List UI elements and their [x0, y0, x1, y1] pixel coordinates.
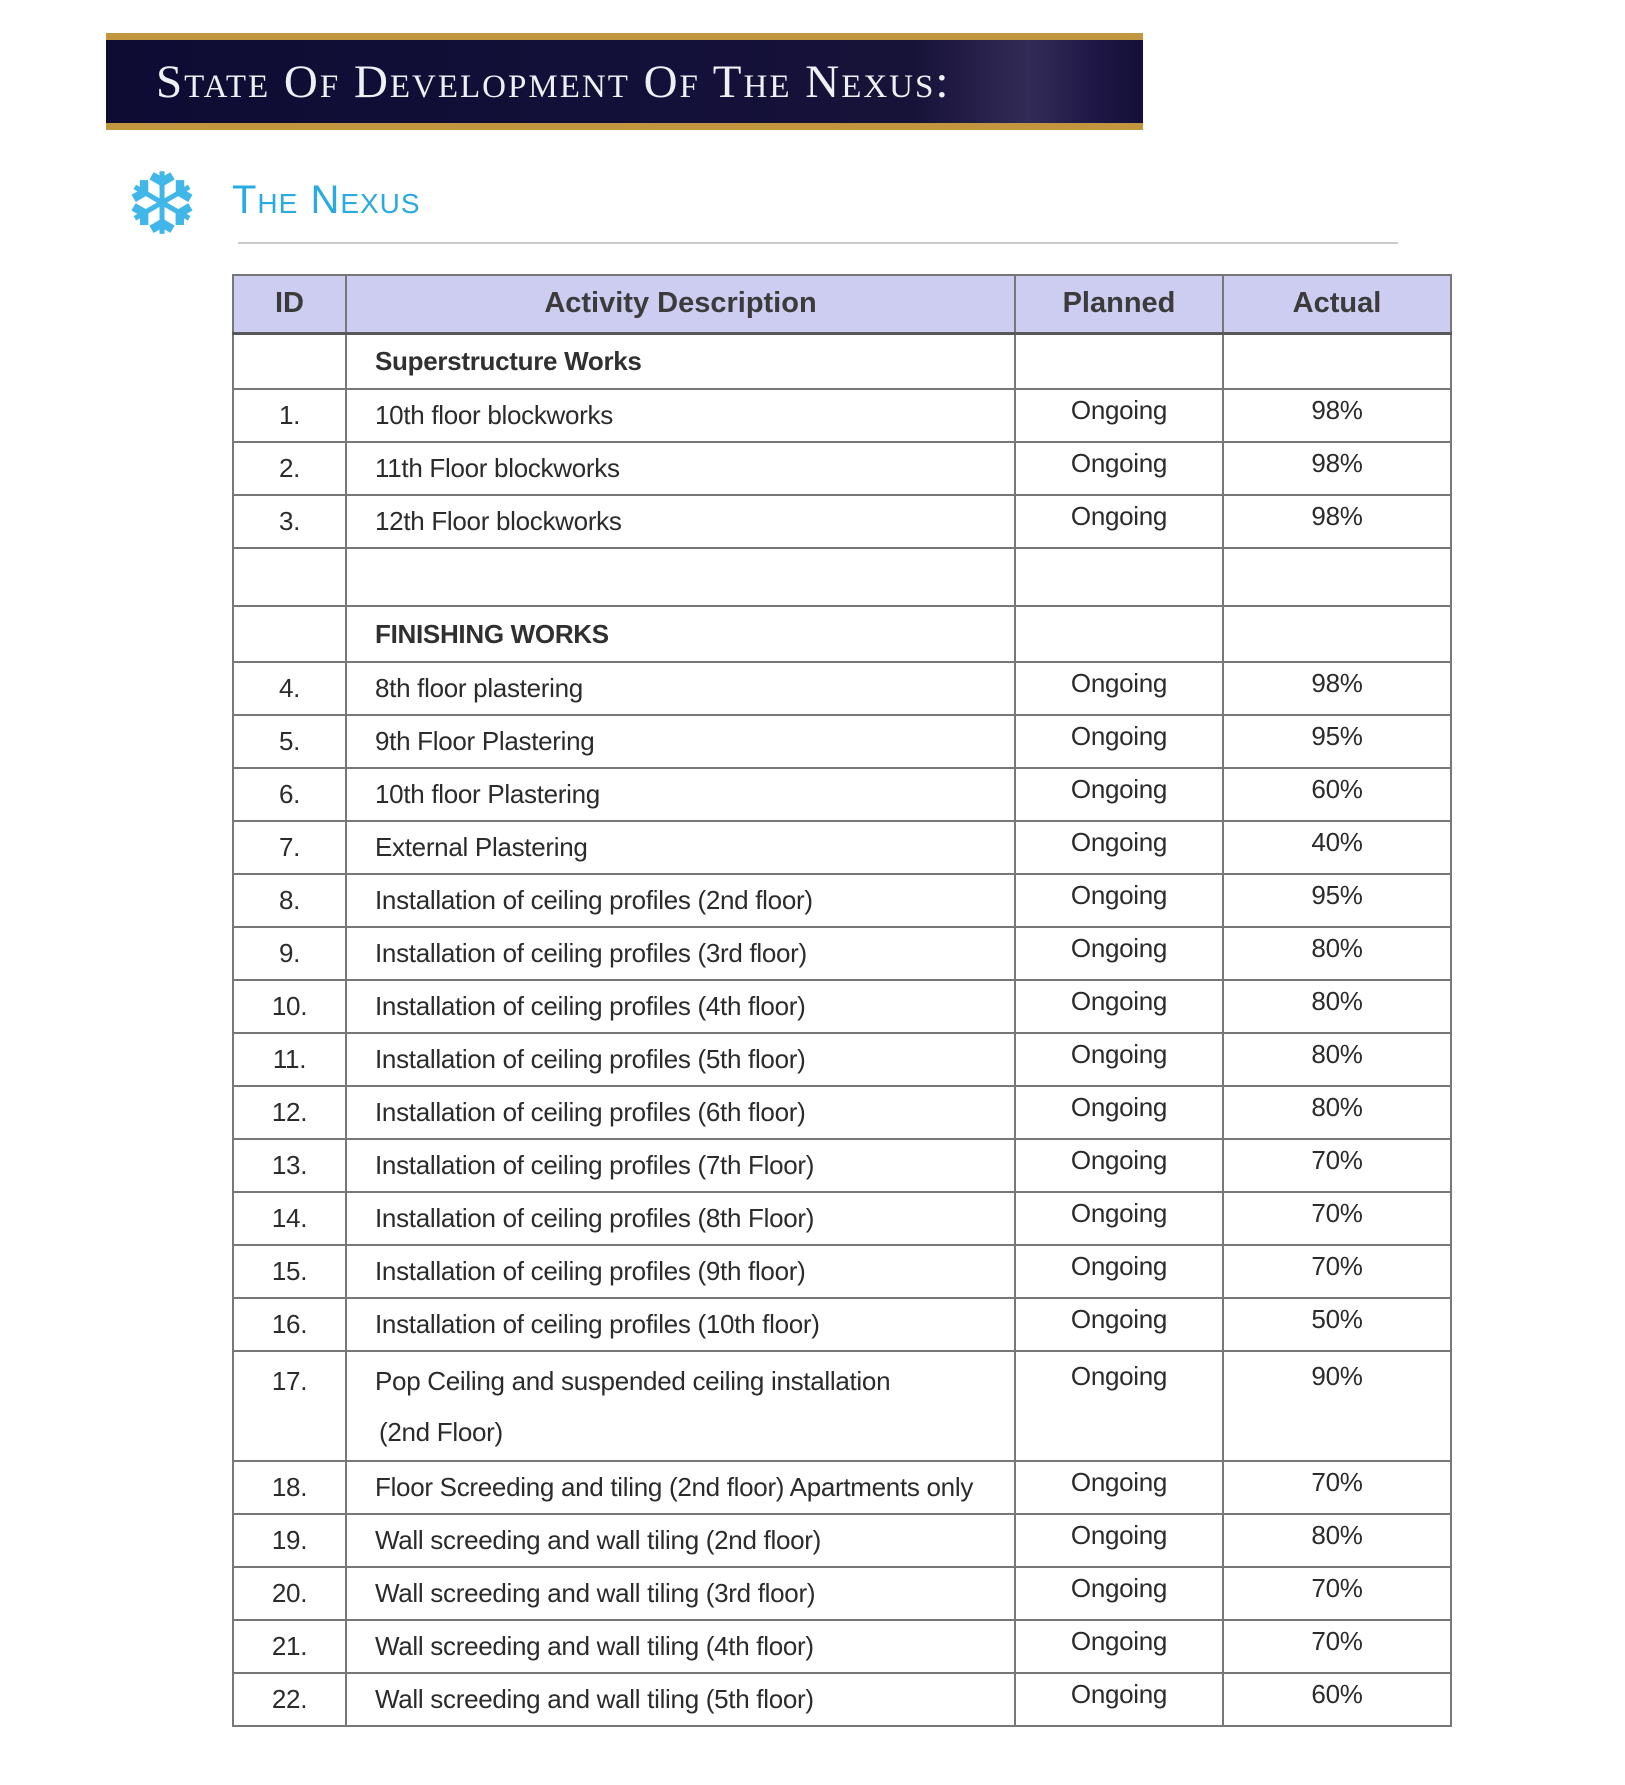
cell-actual: 95% [1223, 874, 1451, 927]
cell-id: 20. [233, 1567, 346, 1620]
cell-planned: Ongoing [1015, 389, 1223, 442]
table-row [233, 1514, 1451, 1567]
table-header-row [233, 275, 1451, 333]
cell-activity: 9th Floor Plastering [346, 715, 1015, 768]
table-body [233, 333, 1451, 1726]
cell-actual: 98% [1223, 442, 1451, 495]
table-row [233, 1620, 1451, 1673]
cell-actual: 70% [1223, 1461, 1451, 1514]
cell-id: 11. [233, 1033, 346, 1086]
cell-id: 15. [233, 1245, 346, 1298]
cell-planned: Ongoing [1015, 980, 1223, 1033]
cell-activity: Wall screeding and wall tiling (5th floor) [346, 1673, 1015, 1726]
table-row [233, 1139, 1451, 1192]
cell-actual: 60% [1223, 768, 1451, 821]
cell-actual: 90% [1223, 1351, 1451, 1461]
cell-actual [1223, 606, 1451, 662]
cell-planned: Ongoing [1015, 1461, 1223, 1514]
project-name: The Nexus [232, 178, 421, 222]
cell-planned: Ongoing [1015, 1351, 1223, 1461]
cell-actual: 50% [1223, 1298, 1451, 1351]
cell-id: 21. [233, 1620, 346, 1673]
col-header-activity: Activity Description [346, 275, 1015, 333]
cell-id: 6. [233, 768, 346, 821]
cell-actual: 70% [1223, 1139, 1451, 1192]
table-row [233, 1086, 1451, 1139]
cell-activity: External Plastering [346, 821, 1015, 874]
cell-id: 2. [233, 442, 346, 495]
cell-planned: Ongoing [1015, 927, 1223, 980]
cell-activity [346, 548, 1015, 606]
cell-activity: Wall screeding and wall tiling (2nd floor) [346, 1514, 1015, 1567]
cell-activity: 11th Floor blockworks [346, 442, 1015, 495]
cell-planned: Ongoing [1015, 821, 1223, 874]
cell-activity: Installation of ceiling profiles (9th floor) [346, 1245, 1015, 1298]
cell-activity: 10th floor blockworks [346, 389, 1015, 442]
cell-planned: Ongoing [1015, 874, 1223, 927]
table-row [233, 1033, 1451, 1086]
cell-activity: Installation of ceiling profiles (2nd floor) [346, 874, 1015, 927]
table-row [233, 1298, 1451, 1351]
divider-line [238, 242, 1398, 244]
table-row [233, 927, 1451, 980]
cell-activity: Floor Screeding and tiling (2nd floor) Apartments only [346, 1461, 1015, 1514]
cell-actual [1223, 548, 1451, 606]
snowflake-icon: ❆ [126, 157, 199, 253]
cell-planned [1015, 606, 1223, 662]
cell-planned: Ongoing [1015, 1033, 1223, 1086]
table-row [233, 333, 1451, 389]
cell-actual: 98% [1223, 495, 1451, 548]
table-row [233, 768, 1451, 821]
cell-planned: Ongoing [1015, 1567, 1223, 1620]
cell-planned [1015, 548, 1223, 606]
cell-id: 1. [233, 389, 346, 442]
table-row [233, 1461, 1451, 1514]
cell-id: 13. [233, 1139, 346, 1192]
cell-activity: Installation of ceiling profiles (7th Floor) [346, 1139, 1015, 1192]
cell-id: 9. [233, 927, 346, 980]
cell-id: 19. [233, 1514, 346, 1567]
cell-planned: Ongoing [1015, 1298, 1223, 1351]
table-row [233, 821, 1451, 874]
cell-actual: 70% [1223, 1567, 1451, 1620]
col-header-id: ID [233, 275, 346, 333]
cell-id: 3. [233, 495, 346, 548]
table-row [233, 1673, 1451, 1726]
page-title: State Of Development Of The Nexus: [156, 55, 951, 108]
cell-planned: Ongoing [1015, 1514, 1223, 1567]
table-row [233, 1192, 1451, 1245]
table-row [233, 548, 1451, 606]
cell-activity: Installation of ceiling profiles (8th Floor) [346, 1192, 1015, 1245]
table-row [233, 389, 1451, 442]
cell-actual: 80% [1223, 1514, 1451, 1567]
cell-activity: Installation of ceiling profiles (3rd floor) [346, 927, 1015, 980]
cell-activity: Wall screeding and wall tiling (3rd floor) [346, 1567, 1015, 1620]
cell-activity: 10th floor Plastering [346, 768, 1015, 821]
table-row [233, 980, 1451, 1033]
cell-id: 18. [233, 1461, 346, 1514]
cell-actual: 80% [1223, 927, 1451, 980]
cell-planned: Ongoing [1015, 1245, 1223, 1298]
cell-planned: Ongoing [1015, 1192, 1223, 1245]
cell-id [233, 606, 346, 662]
col-header-planned: Planned [1015, 275, 1223, 333]
cell-id: 17. [233, 1351, 346, 1461]
col-header-actual: Actual [1223, 275, 1451, 333]
cell-activity: Wall screeding and wall tiling (4th floor) [346, 1620, 1015, 1673]
cell-id: 4. [233, 662, 346, 715]
cell-id: 12. [233, 1086, 346, 1139]
cell-actual: 98% [1223, 389, 1451, 442]
cell-actual: 80% [1223, 980, 1451, 1033]
cell-id: 22. [233, 1673, 346, 1726]
cell-activity: Installation of ceiling profiles (5th floor) [346, 1033, 1015, 1086]
cell-planned: Ongoing [1015, 1139, 1223, 1192]
cell-activity: Installation of ceiling profiles (4th floor) [346, 980, 1015, 1033]
cell-planned: Ongoing [1015, 1086, 1223, 1139]
table-row [233, 1351, 1451, 1461]
cell-planned: Ongoing [1015, 1620, 1223, 1673]
cell-id: 14. [233, 1192, 346, 1245]
cell-activity: Installation of ceiling profiles (6th floor) [346, 1086, 1015, 1139]
cell-id: 8. [233, 874, 346, 927]
cell-planned: Ongoing [1015, 442, 1223, 495]
cell-actual: 98% [1223, 662, 1451, 715]
cell-planned: Ongoing [1015, 715, 1223, 768]
cell-id [233, 333, 346, 389]
table-row [233, 662, 1451, 715]
cell-planned: Ongoing [1015, 1673, 1223, 1726]
table-row [233, 715, 1451, 768]
table-row [233, 874, 1451, 927]
cell-id: 7. [233, 821, 346, 874]
cell-actual: 70% [1223, 1192, 1451, 1245]
cell-actual: 60% [1223, 1673, 1451, 1726]
cell-actual: 40% [1223, 821, 1451, 874]
cell-activity: Superstructure Works [346, 333, 1015, 389]
table-row [233, 606, 1451, 662]
cell-id: 16. [233, 1298, 346, 1351]
cell-actual: 70% [1223, 1245, 1451, 1298]
cell-actual: 95% [1223, 715, 1451, 768]
cell-activity: 8th floor plastering [346, 662, 1015, 715]
cell-actual: 80% [1223, 1086, 1451, 1139]
cell-actual [1223, 333, 1451, 389]
cell-id [233, 548, 346, 606]
title-banner [106, 33, 1143, 130]
cell-activity: Installation of ceiling profiles (10th floor) [346, 1298, 1015, 1351]
table-row [233, 495, 1451, 548]
cell-activity: Pop Ceiling and suspended ceiling installation (2nd Floor) [346, 1351, 1015, 1461]
cell-activity: 12th Floor blockworks [346, 495, 1015, 548]
table-row [233, 442, 1451, 495]
progress-table [232, 274, 1452, 1727]
cell-activity: FINISHING WORKS [346, 606, 1015, 662]
cell-actual: 80% [1223, 1033, 1451, 1086]
cell-planned: Ongoing [1015, 495, 1223, 548]
cell-actual: 70% [1223, 1620, 1451, 1673]
table-row [233, 1567, 1451, 1620]
cell-id: 5. [233, 715, 346, 768]
cell-planned: Ongoing [1015, 662, 1223, 715]
table-row [233, 1245, 1451, 1298]
cell-planned [1015, 333, 1223, 389]
cell-id: 10. [233, 980, 346, 1033]
cell-planned: Ongoing [1015, 768, 1223, 821]
